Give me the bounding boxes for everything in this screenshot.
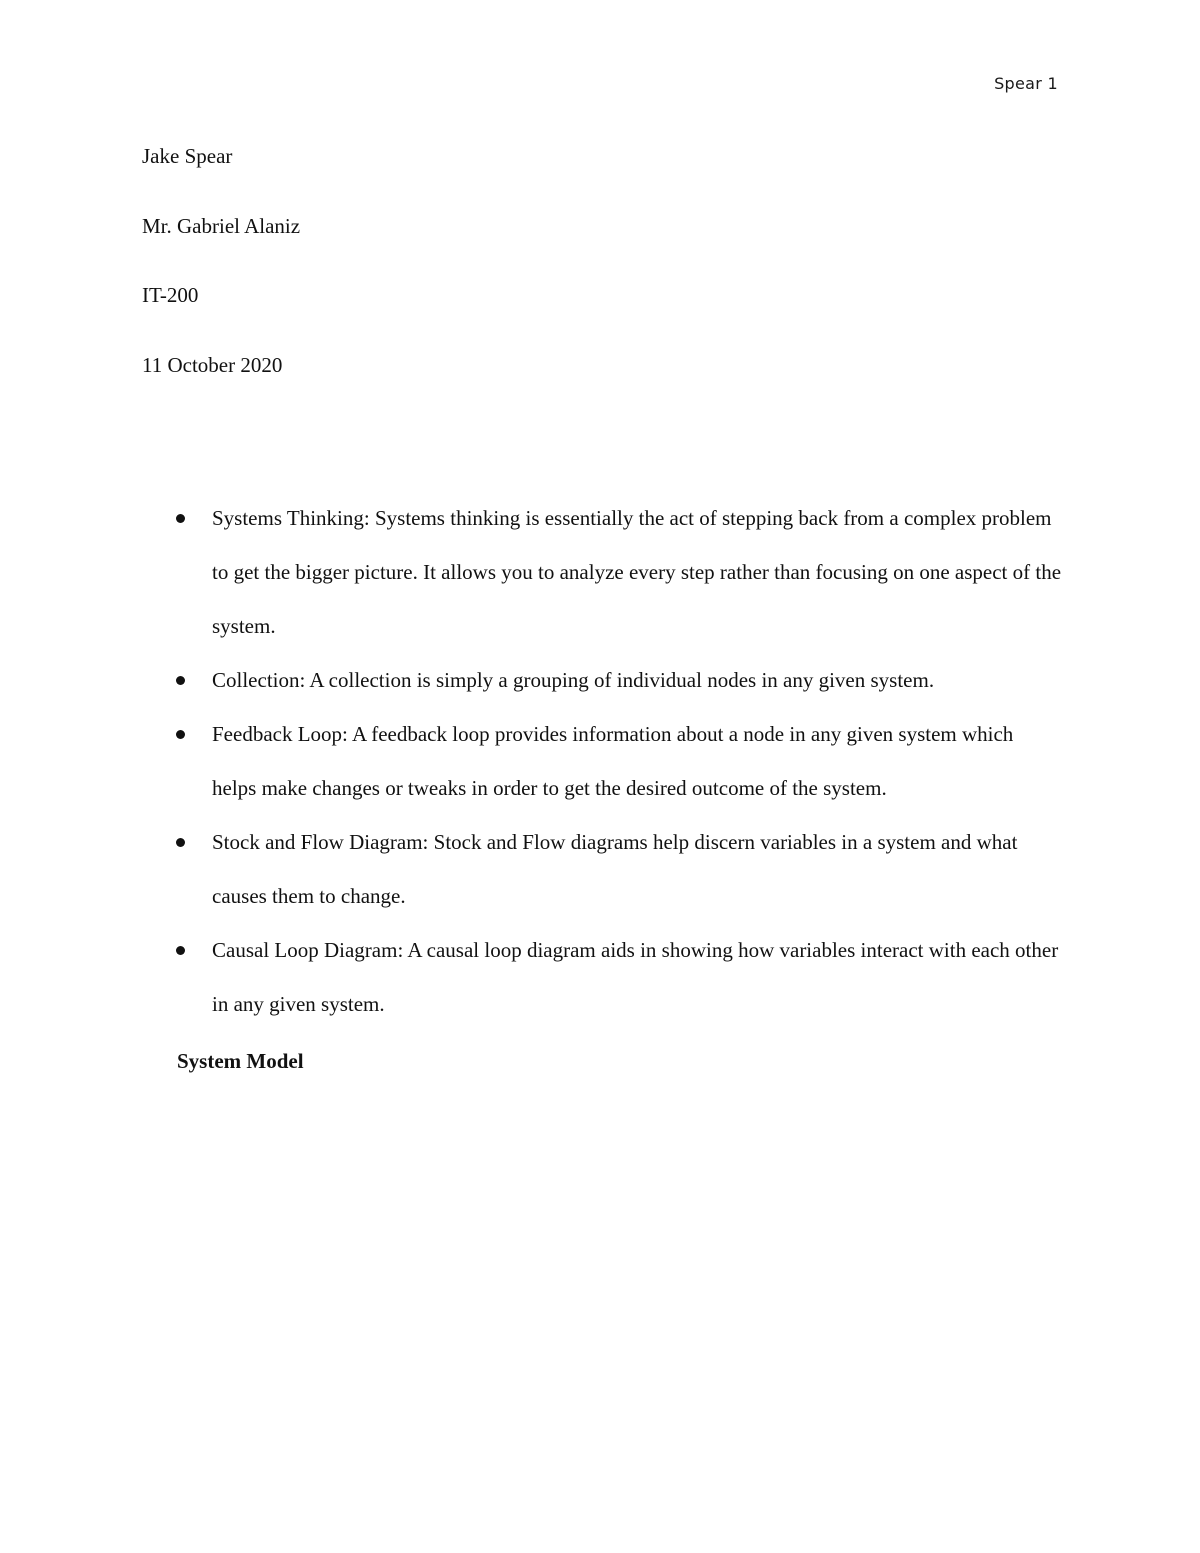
definition-item-systems-thinking [142,491,1062,653]
definition-text: Feedback Loop: A feedback loop provides information about a node in any given system which helps make changes or tweaks in order to get the desired outcome of the system. [212,722,1014,800]
definition-text: Causal Loop Diagram: A causal loop diagram aids in showing how variables interact with each other in any given system. [212,938,1059,1016]
instructor-name: Mr. Gabriel Alaniz [142,213,301,238]
bullet-icon [176,946,185,955]
bullet-icon [176,838,185,847]
definition-item-stock-and-flow [142,815,1062,923]
bullet-icon [176,730,185,739]
definition-item-causal-loop [142,923,1062,1031]
mla-heading-block [142,142,300,420]
definitions-list [142,491,1062,1031]
document-date: 11 October 2020 [142,352,283,377]
bullet-icon [176,514,185,523]
running-header-page-number: Spear 1 [994,74,1058,93]
course-code: IT-200 [142,283,199,307]
definition-item-feedback-loop [142,707,1062,815]
section-heading-system-model: System Model [177,1049,304,1073]
definition-text: Systems Thinking: Systems thinking is essentially the act of stepping back from a complex problem to get the bigger picture. It allows you to analyze every step rather than focusing on one aspect of the system. [212,506,1062,638]
definition-text: Collection: A collection is simply a grouping of individual nodes in any given system. [212,668,935,692]
definition-item-collection [142,653,1062,707]
definition-text: Stock and Flow Diagram: Stock and Flow diagrams help discern variables in a system and what causes them to change. [212,830,1018,908]
bullet-icon [176,676,185,685]
student-name: Jake Spear [142,144,233,168]
